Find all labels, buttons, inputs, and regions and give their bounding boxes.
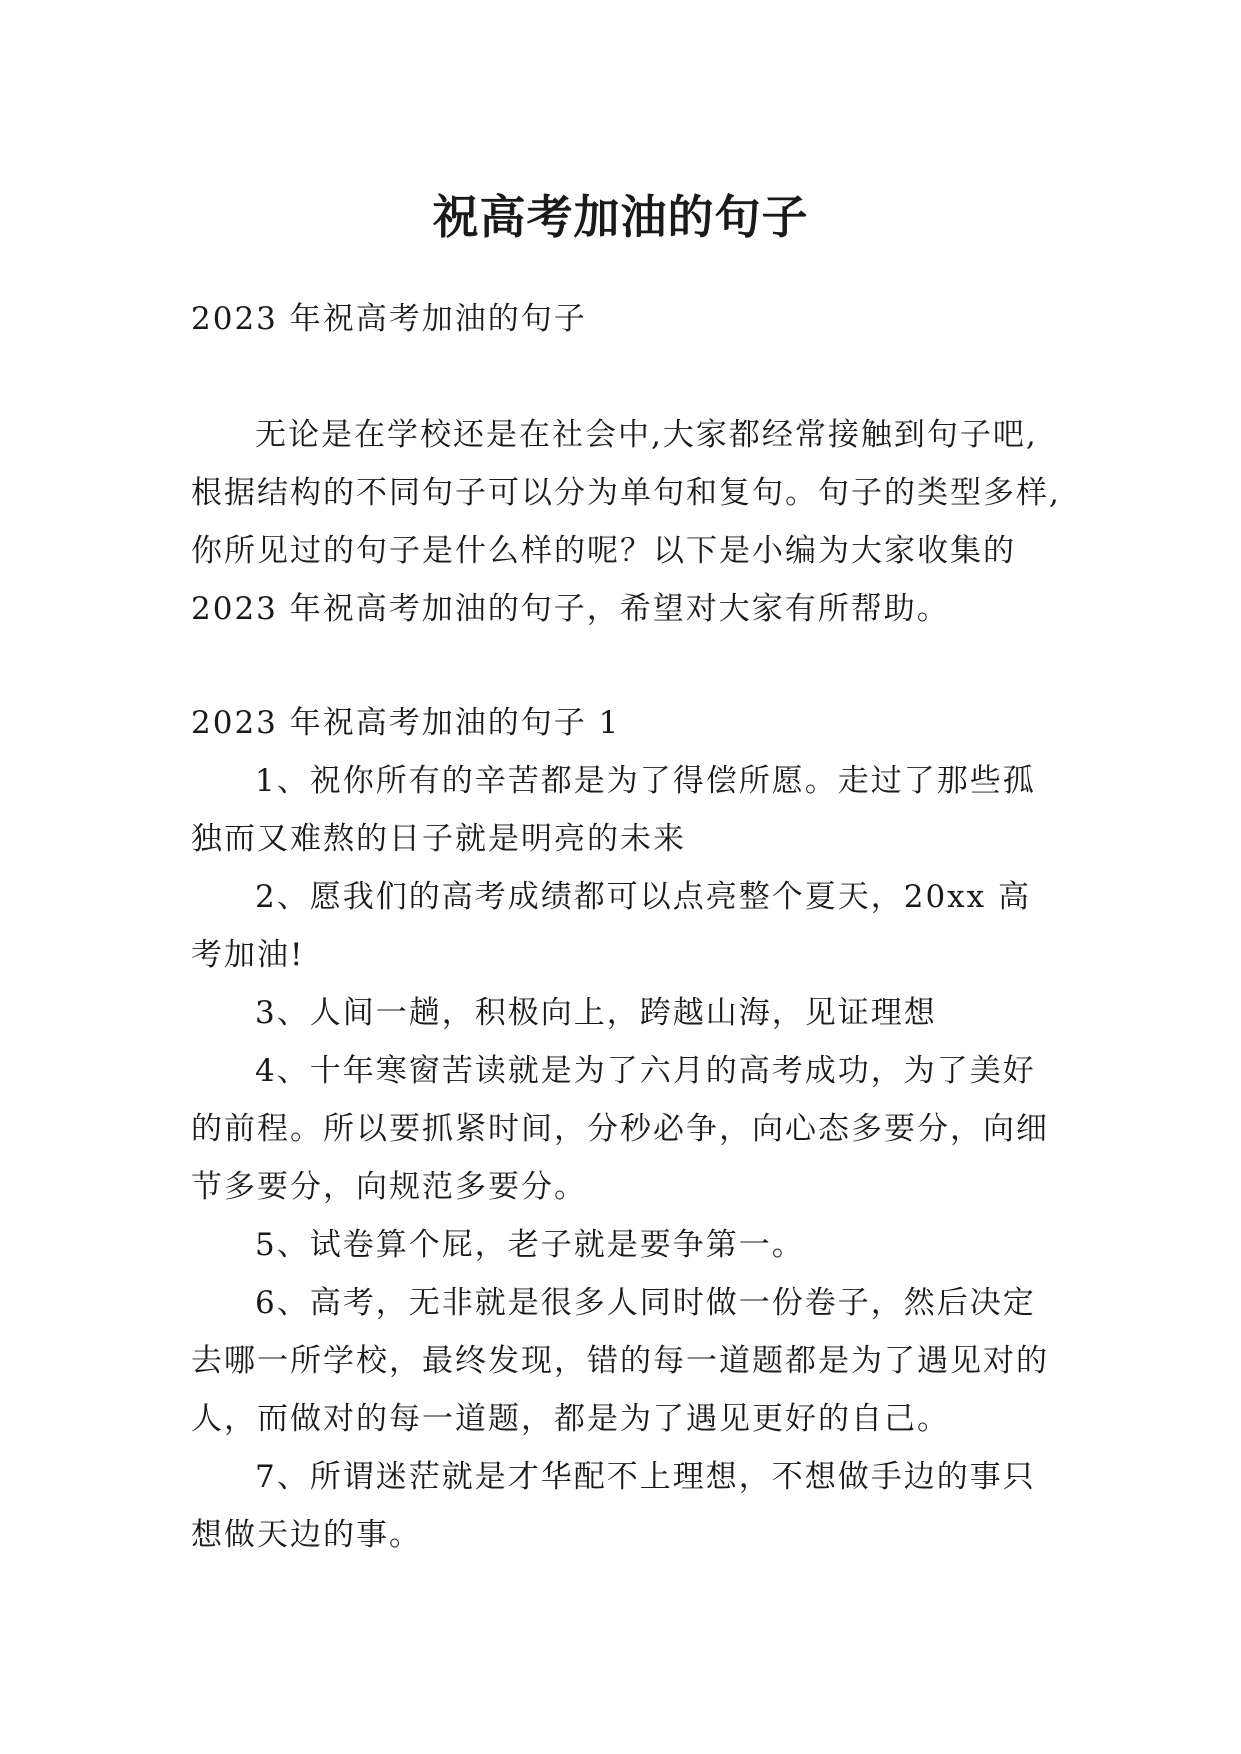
list-item: 2、愿我们的高考成绩都可以点亮整个夏天，20xx 高考加油! [191,879,1031,973]
list-item: 5、试卷算个屁，老子就是要争第一。 [255,1227,805,1263]
document-subtitle: 2023 年祝高考加油的句子 [191,301,587,337]
list-item: 7、所谓迷茫就是才华配不上理想，不想做手边的事只想做天边的事。 [191,1459,1036,1553]
section-heading: 2023 年祝高考加油的句子 1 [191,705,621,741]
sentence-list [191,752,1061,1564]
list-item: 1、祝你所有的辛苦都是为了得偿所愿。走过了那些孤独而又难熬的日子就是明亮的未来 [191,763,1036,857]
list-item: 6、高考，无非就是很多人同时做一份卷子，然后决定去哪一所学校，最终发现，错的每一道题都是为了遇见对的人，而做对的每一道题，都是为了遇见更好的自己。 [191,1285,1049,1437]
document-title: 祝高考加油的句子 [432,189,809,244]
list-item: 3、人间一趟，积极向上，跨越山海，见证理想 [255,995,937,1031]
list-item: 4、十年寒窗苦读就是为了六月的高考成功，为了美好的前程。所以要抓紧时间，分秒必争，向心态多要分，向细节多要分，向规范多要分。 [191,1053,1049,1205]
intro-paragraph: 无论是在学校还是在社会中,大家都经常接触到句子吧,根据结构的不同句子可以分为单句和复句。句子的类型多样,你所见过的句子是什么样的呢？以下是小编为大家收集的 2023 年祝高考加油的句子，希望对大家有所帮助。 [191,417,1061,627]
